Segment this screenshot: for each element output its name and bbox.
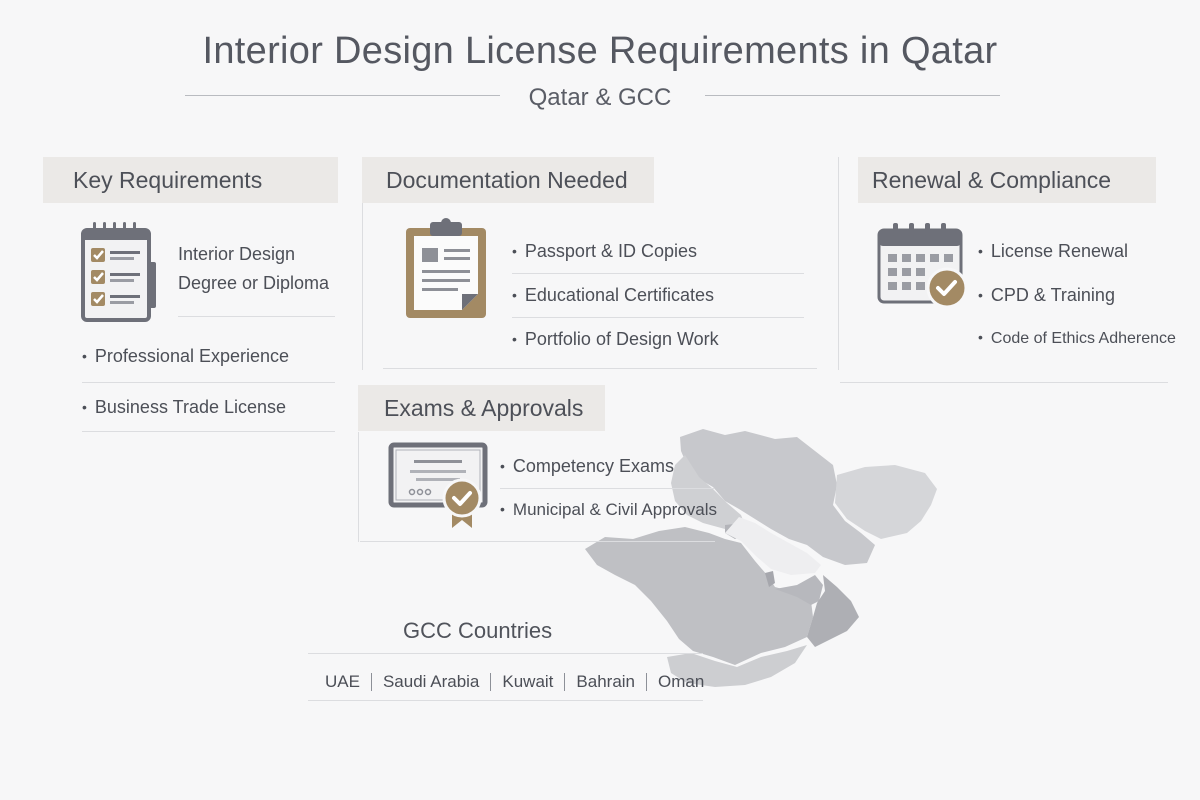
renewal-header: Renewal & Compliance [858,157,1156,203]
gcc-title: GCC Countries [403,618,553,643]
divider [308,653,703,654]
column-separator [362,200,363,370]
key-requirements-header: Key Requirements [43,157,338,203]
list-item: • Portfolio of Design Work [512,329,719,350]
divider [308,700,703,701]
certificate-badge-icon [388,440,492,532]
separator [371,673,372,691]
column-separator [838,157,839,370]
checklist-icon [80,220,162,324]
list-item: • Professional Experience [82,346,289,367]
list-item: • Educational Certificates [512,285,714,306]
divider [360,541,715,542]
country-kuwait: Kuwait [502,672,554,691]
separator [564,673,565,691]
calendar-check-icon [875,222,969,308]
divider [512,273,804,274]
country-bahrain: Bahrain [576,672,636,691]
list-item: • Passport & ID Copies [512,241,697,262]
list-item: • CPD & Training [978,285,1115,306]
list-item: • Municipal & Civil Approvals [500,500,717,520]
list-item: • Code of Ethics Adherence [978,330,1176,348]
divider [82,431,335,432]
divider [383,368,817,369]
column-separator [358,432,359,542]
country-uae: UAE [325,672,360,691]
clipboard-document-icon [404,218,492,322]
degree-line-1: Interior Design [178,244,296,264]
divider [512,317,804,318]
list-item: • License Renewal [978,241,1128,262]
country-saudi-arabia: Saudi Arabia [382,672,480,691]
divider [840,382,1168,383]
title-rule-right [705,95,1000,96]
divider [178,316,335,317]
degree-requirement [178,240,329,298]
country-oman: Oman [658,672,705,691]
degree-line-2: Degree or Diploma [178,273,330,293]
separator [490,673,491,691]
list-item: • Business Trade License [82,397,286,418]
list-item: • Competency Exams [500,456,674,477]
page-subtitle: Qatar & GCC [528,84,672,111]
divider [82,382,335,383]
page-title: Interior Design License Requirements in Qatar [202,30,998,72]
exams-header: Exams & Approvals [358,385,605,431]
documentation-header: Documentation Needed [362,157,654,203]
separator [646,673,647,691]
gcc-country-list [325,672,704,692]
divider [500,488,714,489]
